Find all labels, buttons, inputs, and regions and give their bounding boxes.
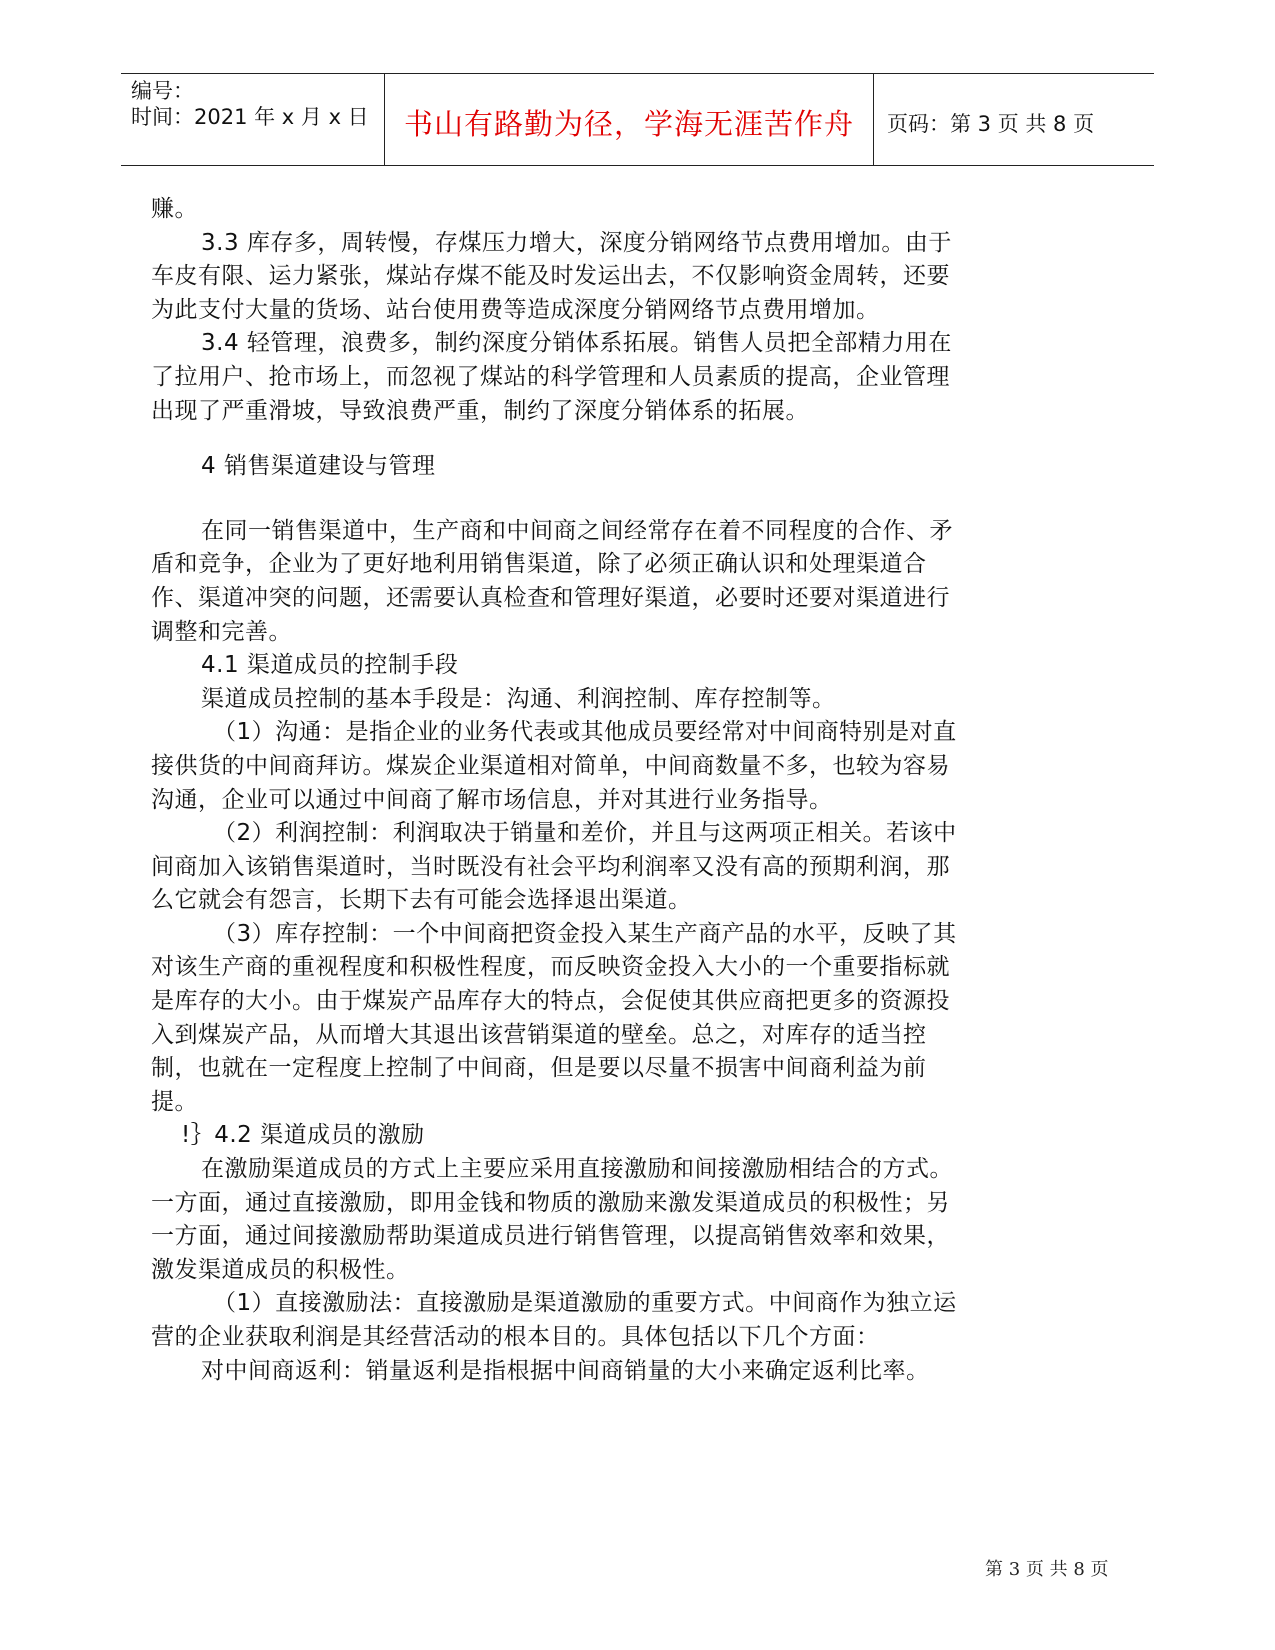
paragraph: 赚。 [151, 196, 198, 222]
time-label: 时间：2021 年 x 月 x 日 [131, 105, 369, 129]
subsection-heading: !｝4.2 渠道成员的激励 [181, 1122, 425, 1149]
header-left-cell [121, 74, 385, 165]
paragraph: 在激励渠道成员的方式上主要应采用直接激励和间接激励相结合的方式。一方面，通过直接激励，即用金钱和物质的激励来激发渠道成员的积极性；另一方面，通过间接激励帮助渠道成员进行销售管理，以提高销售效率和效果，激发渠道成员的积极性。 [151, 1156, 953, 1283]
paragraph: （1）沟通：是指企业的业务代表或其他成员要经常对中间商特别是对直接供货的中间商拜访。煤炭企业渠道相对简单，中间商数量不多，也较为容易沟通，企业可以通过中间商了解市场信息，并对其进行业务指导。 [151, 719, 957, 813]
header-right-cell [874, 74, 1154, 165]
section-heading: 4 销售渠道建设与管理 [201, 453, 436, 480]
paragraph: （2）利润控制：利润取决于销量和差价，并且与这两项正相关。若该中间商加入该销售渠道时，当时既没有社会平均利润率又没有高的预期利润，那么它就会有怨言，长期下去有可能会选择退出渠道。 [151, 820, 957, 914]
document-body [151, 193, 971, 1388]
page-header [121, 73, 1154, 166]
paragraph: 渠道成员控制的基本手段是：沟通、利润控制、库存控制等。 [201, 685, 836, 712]
paragraph: 3.3 库存多，周转慢，存煤压力增大，深度分销网络节点费用增加。由于车皮有限、运力紧张，煤站存煤不能及时发运出去，不仅影响资金周转，还要为此支付大量的货场、站台使用费等造成深度分销网络节点费用增加。 [151, 229, 952, 323]
header-motto-cell [385, 74, 874, 165]
page-info: 页码：第 3 页 共 8 页 [887, 112, 1095, 136]
paragraph: （3）库存控制：一个中间商把资金投入某生产商产品的水平，反映了其对该生产商的重视程度和积极性程度，而反映资金投入大小的一个重要指标就是库存的大小。由于煤炭产品库存大的特点，会促使其供应商把更多的资源投入到煤炭产品，从而增大其退出该营销渠道的壁垒。总之，对库存的适当控制，也就在一定程度上控制了中间商，但是要以尽量不损害中间商利益为前提。 [151, 920, 957, 1115]
page-footer: 第 3 页 共 8 页 [985, 1559, 1109, 1580]
paragraph: 3.4 轻管理，浪费多，制约深度分销体系拓展。销售人员把全部精力用在了拉用户、抢市场上，而忽视了煤站的科学管理和人员素质的提高，企业管理出现了严重滑坡，导致浪费严重，制约了深度分销体系的拓展。 [151, 330, 952, 424]
motto: 书山有路勤为径，学海无涯苦作舟 [403, 107, 854, 141]
number-label: 编号： [131, 79, 194, 103]
subsection-heading: 4.1 渠道成员的控制手段 [201, 652, 459, 679]
paragraph: 对中间商返利：销量返利是指根据中间商销量的大小来确定返利比率。 [201, 1357, 930, 1384]
paragraph: （1）直接激励法：直接激励是渠道激励的重要方式。中间商作为独立运营的企业获取利润是其经营活动的根本目的。具体包括以下几个方面： [151, 1290, 957, 1350]
paragraph: 在同一销售渠道中，生产商和中间商之间经常存在着不同程度的合作、矛盾和竞争，企业为了更好地利用销售渠道，除了必须正确认识和处理渠道合作、渠道冲突的问题，还需要认真检查和管理好渠道，必要时还要对渠道进行调整和完善。 [151, 517, 953, 645]
